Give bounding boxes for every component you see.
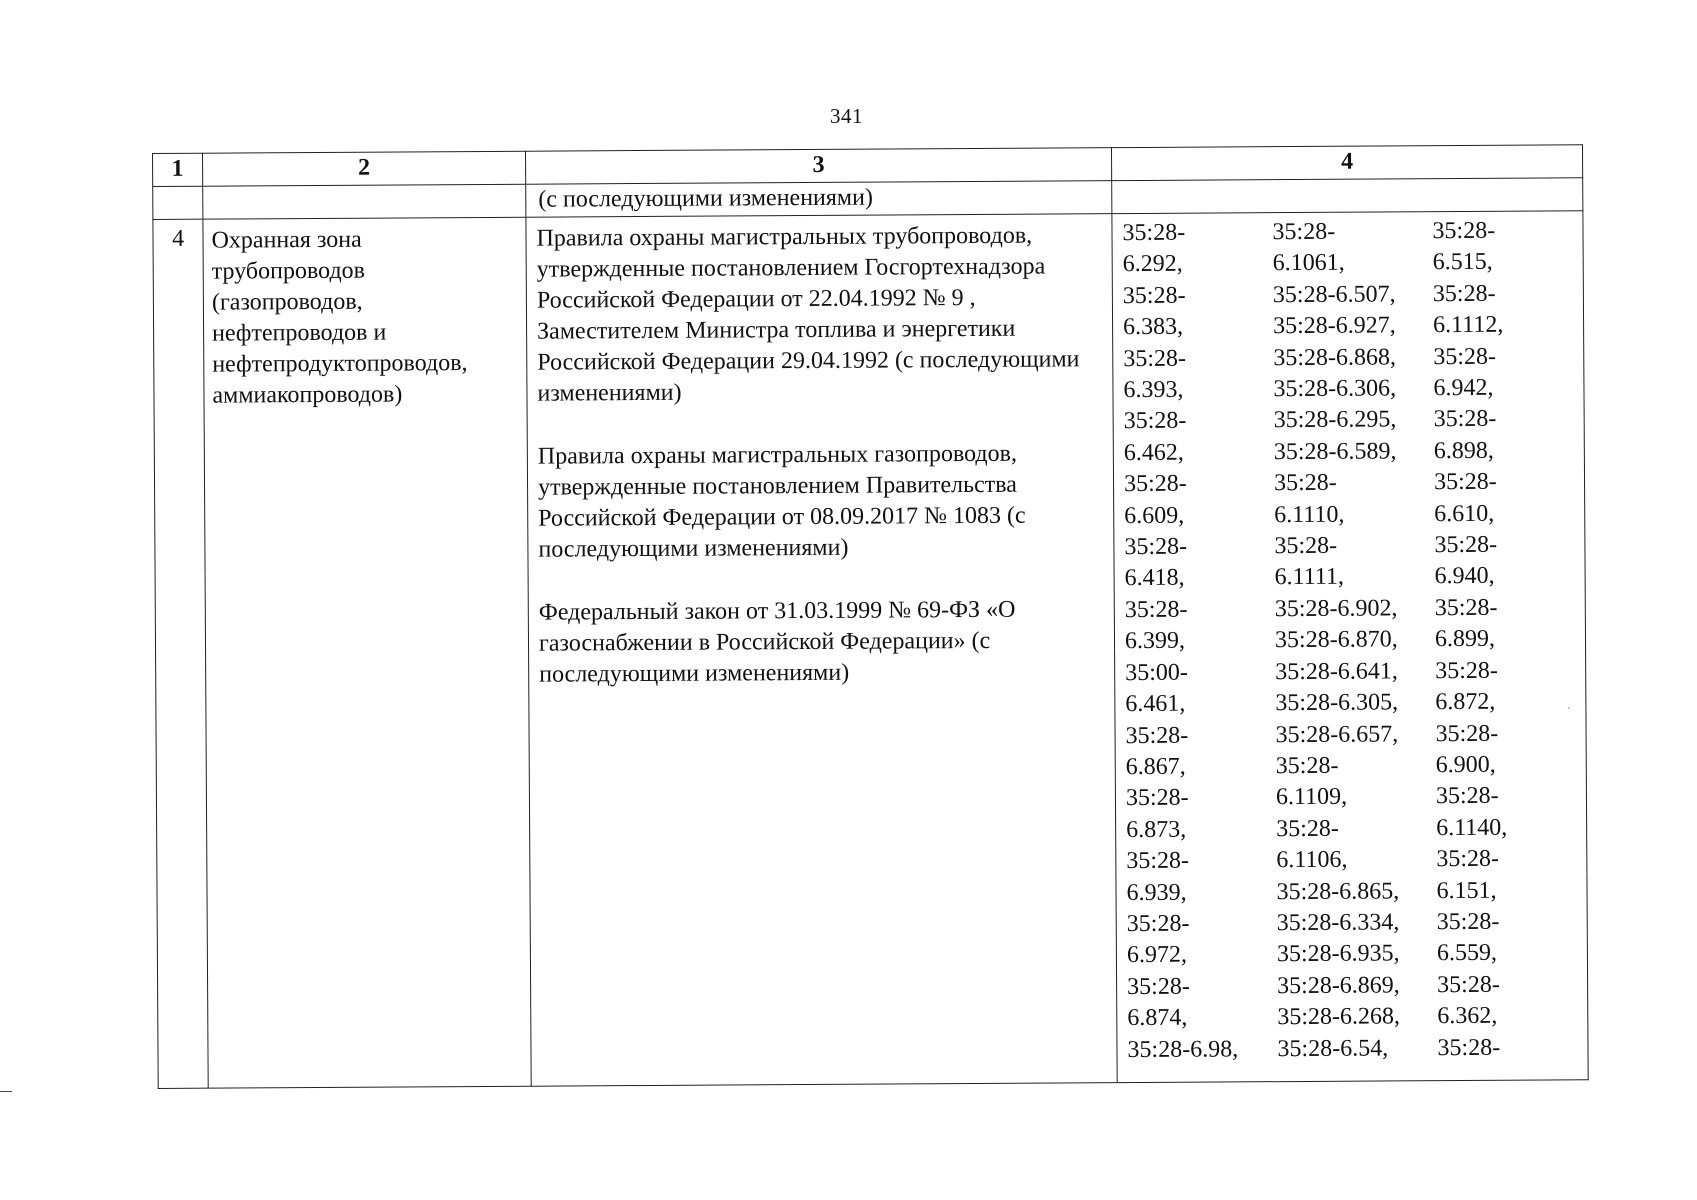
cadastral-code: 6.942, — [1433, 374, 1494, 402]
cadastral-code: 35:28- — [1124, 533, 1188, 561]
cadastral-code: 35:28- — [1432, 280, 1496, 307]
row-number: 4 — [153, 219, 208, 1088]
cadastral-code: 6.873, — [1126, 816, 1187, 843]
cadastral-code: 35:28- — [1272, 218, 1336, 246]
cadastral-code: 6.609, — [1124, 502, 1185, 529]
cadastral-code: 35:28- — [1436, 845, 1500, 873]
cadastral-code: 6.1110, — [1274, 501, 1345, 528]
cadastral-code: 35:28- — [1434, 531, 1498, 559]
cadastral-code: 35:28-6.927, — [1273, 312, 1396, 340]
cadastral-code: 35:28- — [1123, 345, 1187, 372]
scan-edge-mark — [0, 1091, 12, 1092]
cadastral-code: 35:28- — [1432, 217, 1496, 245]
cadastral-code: 6.972, — [1126, 942, 1187, 969]
cadastral-code: 6.462, — [1123, 439, 1184, 466]
cadastral-code: 6.461, — [1125, 690, 1186, 718]
cadastral-code: 6.1140, — [1436, 814, 1508, 841]
continuation-cell-4 — [1112, 178, 1583, 214]
regulation-document: Федеральный закон от 31.03.1999 № 69-ФЗ «О газоснабжении в Российской Федерации» (с последующими изменениями) — [538, 596, 1016, 688]
page-number: 341 — [830, 104, 863, 128]
cadastral-code: 6.874, — [1127, 1004, 1188, 1032]
cadastral-code: 35:28- — [1437, 971, 1500, 998]
cadastral-code: 6.151, — [1436, 877, 1497, 904]
cadastral-code: 6.515, — [1432, 249, 1493, 276]
continuation-cell-2 — [203, 184, 526, 219]
table-row — [153, 211, 1588, 1089]
cadastral-code: 35:28-6.306, — [1273, 375, 1397, 403]
cadastral-code: 35:28- — [1122, 282, 1186, 309]
cadastral-code: 6.898, — [1433, 437, 1494, 465]
regulation-documents — [526, 214, 1117, 1087]
cadastral-code: 6.1106, — [1276, 846, 1348, 874]
cadastral-code: 35:28-6.641, — [1275, 658, 1398, 685]
regulation-document: Правила охраны магистральных трубопроводов, утвержденные постановлением Госгортехнадзора Российской Федерации от 22.04.1992 № 9 , Заместителем Министра топлива и энергетики Российской Федерации 29.04.1992 (с последующими изменениями) — [536, 222, 1080, 407]
cadastral-code: 35:28- — [1433, 406, 1497, 433]
cadastral-code: 35:28-6.865, — [1276, 877, 1400, 905]
cadastral-code: 6.292, — [1122, 251, 1183, 278]
cadastral-code: 35:28- — [1434, 594, 1498, 622]
cadastral-code: 6.1061, — [1272, 250, 1345, 277]
cadastral-code: 35:28- — [1123, 470, 1187, 498]
cadastral-code: 35:28- — [1127, 973, 1190, 1000]
cadastral-code: 35:28- — [1122, 219, 1186, 247]
cadastral-code: 35:28-6.935, — [1276, 940, 1400, 968]
cadastral-code: 35:28- — [1273, 470, 1337, 497]
cadastral-code: 35:28- — [1125, 722, 1189, 749]
cadastral-code: 6.1109, — [1275, 784, 1348, 811]
cadastral-code: 35:28- — [1433, 343, 1497, 370]
header-col-1: 1 — [153, 153, 203, 186]
cadastral-code: 35:28-6.334, — [1276, 909, 1400, 937]
cadastral-code-grid — [1122, 215, 1587, 1066]
cadastral-code: 35:28- — [1126, 847, 1190, 875]
cadastral-code: 35:28-6.54, — [1277, 1035, 1389, 1062]
cadastral-code: 35:28- — [1436, 908, 1500, 936]
cadastral-codes — [1112, 211, 1588, 1083]
cadastral-code: 6.610, — [1434, 500, 1495, 527]
cadastral-code: 35:28- — [1435, 657, 1498, 684]
cadastral-code: 35:28-6.507, — [1272, 281, 1396, 308]
cadastral-code: 35:28- — [1274, 532, 1338, 560]
cadastral-code: 35:28-6.902, — [1274, 595, 1398, 623]
cadastral-code: 6.939, — [1126, 879, 1187, 906]
cadastral-code: 35:28-6.98, — [1127, 1035, 1239, 1063]
cadastral-code: 35:28- — [1126, 910, 1190, 937]
zones-table — [152, 144, 1589, 1089]
header-col-4: 4 — [1111, 145, 1582, 181]
regulation-document: Правила охраны магистральных газопроводов, утвержденные постановлением Правительства Российской Федерации от 08.09.2017 № 1083 (с последующими изменениями) — [537, 440, 1026, 563]
cadastral-code: 6.899, — [1434, 626, 1496, 653]
cadastral-code: 6.900, — [1435, 751, 1496, 779]
cadastral-code: 6.1112, — [1432, 311, 1504, 339]
cadastral-code: 6.940, — [1434, 563, 1495, 590]
cadastral-code: 6.399, — [1124, 627, 1186, 655]
cadastral-code: 35:28-6.295, — [1273, 406, 1397, 434]
zone-name: Охранная зона трубопроводов (газопроводов, нефтепроводов и нефтепродуктопроводов, аммиакопроводов) — [203, 217, 531, 1088]
cadastral-code: 6.362, — [1437, 1002, 1498, 1030]
continuation-cell-3: (с последующими изменениями) — [526, 181, 1112, 218]
header-col-3: 3 — [525, 148, 1111, 185]
header-col-2: 2 — [203, 151, 526, 186]
cadastral-code: 6.559, — [1436, 940, 1497, 967]
cadastral-code: 35:00- — [1125, 659, 1188, 686]
cadastral-code: 35:28-6.657, — [1275, 720, 1399, 748]
continuation-cell-1 — [153, 186, 203, 219]
cadastral-code: 35:28-6.868, — [1273, 344, 1397, 371]
cadastral-code: 35:28-6.589, — [1273, 438, 1397, 465]
cadastral-code: 35:28- — [1125, 784, 1189, 812]
cadastral-code: 35:28-6.305, — [1275, 689, 1399, 717]
cadastral-code: 6.393, — [1123, 376, 1184, 404]
cadastral-code: 6.867, — [1125, 753, 1186, 780]
cadastral-code: 35:28- — [1435, 783, 1499, 810]
cadastral-code: 6.383, — [1123, 313, 1184, 341]
cadastral-code: 6.872, — [1435, 688, 1496, 716]
cadastral-code: 35:28-6.268, — [1277, 1003, 1401, 1031]
cadastral-code: 35:28- — [1276, 815, 1339, 842]
cadastral-code: 35:28- — [1435, 720, 1499, 747]
cadastral-code: 35:28- — [1433, 469, 1497, 496]
cadastral-code: 35:28-6.870, — [1274, 626, 1398, 654]
cadastral-code: 35:28- — [1124, 596, 1188, 623]
cadastral-code: 35:28- — [1123, 408, 1187, 435]
cadastral-code: 6.418, — [1124, 565, 1185, 592]
cadastral-code: 35:28-6.869, — [1277, 972, 1400, 999]
cadastral-code: 6.1111, — [1274, 564, 1345, 591]
cadastral-code: 35:28- — [1275, 752, 1339, 780]
cadastral-code: 35:28- — [1437, 1034, 1501, 1061]
